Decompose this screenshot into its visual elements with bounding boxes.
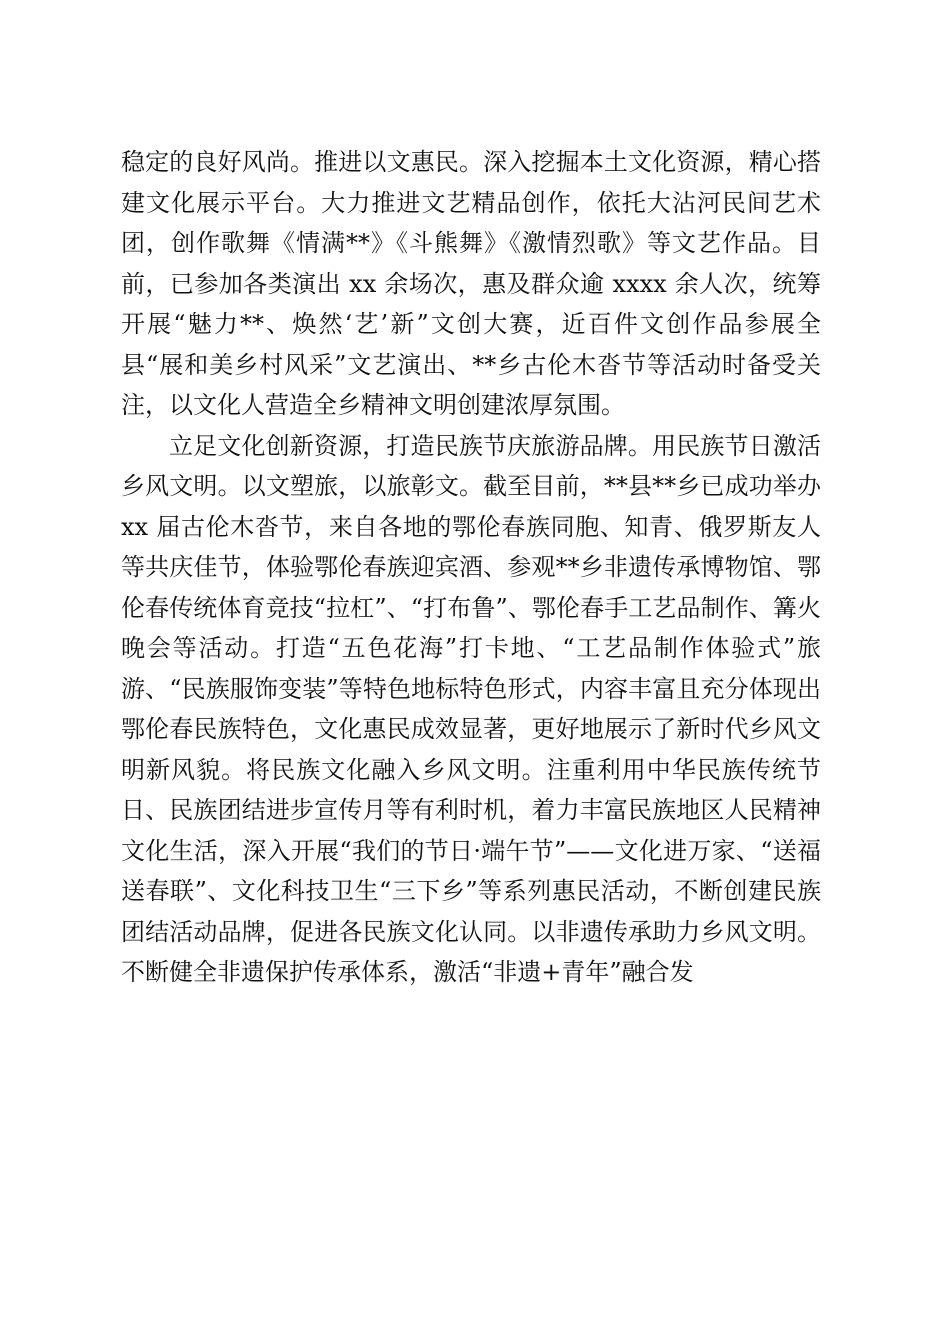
paragraph-festival-tourism: 立足文化创新资源，打造民族节庆旅游品牌。用民族节日激活乡风文明。以文塑旅，以旅彰文。截至目前，**县**乡已成功举办 xx 届古伦木沓节，来自各地的鄂伦春族同胞、知青、俄罗斯友人等共庆佳节，体验鄂伦春族迎宾酒、参观**乡非遗传承博物馆、鄂伦春传统体育竞技“拉杠”、“打布鲁”、鄂伦春手工艺品制作、篝火晚会等活动。打造“五色花海”打卡地、“工艺品制作体验式”旅游、“民族服饰变装”等特色地标特色形式，内容丰富且充分体现出鄂伦春民族特色，文化惠民成效显著，更好地展示了新时代乡风文明新风貌。将民族文化融入乡风文明。注重利用中华民族传统节日、民族团结进步宣传月等有利时机，着力丰富民族地区人民精神文化生活，深入开展“我们的节日·端午节”——文化进万家、“送福送春联”、文化科技卫生“三下乡”等系列惠民活动，不断创建民族团结活动品牌，促进各民族文化认同。以非遗传承助力乡风文明。不断健全非遗保护传承体系，激活“非遗+青年”融合发 [121, 431, 821, 986]
paragraph-continuation: 稳定的良好风尚。推进以文惠民。深入挖掘本土文化资源，精心搭建文化展示平台。大力推进文艺精品创作，依托大沾河民间艺术团，创作歌舞《情满**》《斗熊舞》《激情烈歌》等文艺作品。目前，已参加各类演出 xx 余场次，惠及群众逾 xxxx 余人次，统筹开展“魅力**、焕然‘艺’新”文创大赛，近百件文创作品参展全县“展和美乡村风采”文艺演出、**乡古伦木沓节等活动时备受关注，以文化人营造全乡精神文明创建浓厚氛围。 [121, 148, 821, 419]
document-body [121, 142, 821, 993]
